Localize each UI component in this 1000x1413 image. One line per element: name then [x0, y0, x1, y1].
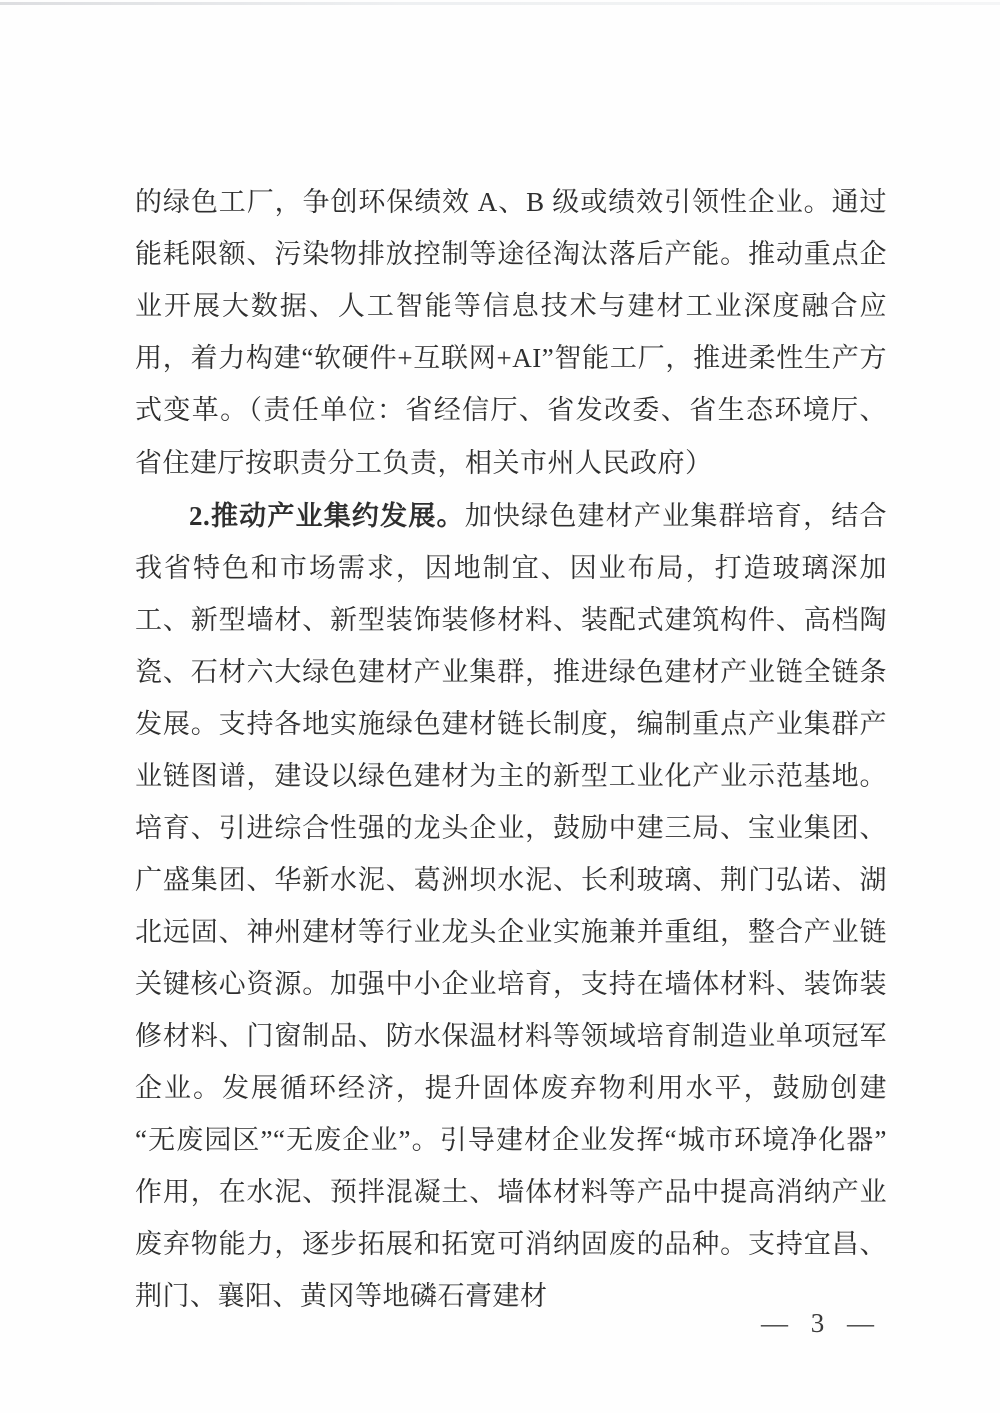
- page-footer: [761, 1303, 882, 1343]
- page-number: — 3 —: [761, 1308, 882, 1338]
- paragraph-item-2: [135, 490, 887, 1322]
- document-body: [135, 176, 887, 1322]
- item-2-text: 加快绿色建材产业集群培育，结合我省特色和市场需求，因地制宜、因业布局，打造玻璃深加工、新型墙材、新型装饰装修材料、装配式建筑构件、高档陶瓷、石材六大绿色建材产业集群，推进绿色建材产业链全链条发展。支持各地实施绿色建材链长制度，编制重点产业集群产业链图谱，建设以绿色建材为主的新型工业化产业示范基地。培育、引进综合性强的龙头企业，鼓励中建三局、宝业集团、广盛集团、华新水泥、葛洲坝水泥、长利玻璃、荆门弘诺、湖北远固、神州建材等行业龙头企业实施兼并重组，整合产业链关键核心资源。加强中小企业培育，支持在墙体材料、装饰装修材料、门窗制品、防水保温材料等领域培育制造业单项冠军企业。发展循环经济，提升固体废弃物利用水平，鼓励创建“无废园区”“无废企业”。引导建材企业发挥“城市环境净化器”作用，在水泥、预拌混凝土、墙体材料等产品中提高消纳产业废弃物能力，逐步拓展和拓宽可消纳固废的品种。支持宜昌、荆门、襄阳、黄冈等地磷石膏建材: [135, 501, 888, 1311]
- responsibility-clause: （责任单位：省经信厅、省发改委、省生态环境厅、省住建厅按职责分工负责，相关市州人民政府）: [135, 395, 888, 479]
- scan-artifact-line: [0, 2, 1000, 5]
- paragraph-continued: [135, 176, 887, 490]
- item-2-heading: 2.推动产业集约发展。: [189, 501, 465, 531]
- paragraph-continued-text: 的绿色工厂，争创环保绩效 A、B 级或绩效引领性企业。通过能耗限额、污染物排放控制等途径淘汰落后产能。推动重点企业开展大数据、人工智能等信息技术与建材工业深度融合应用，着力构建“软硬件+互联网+AI”智能工厂，推进柔性生产方式变革。: [135, 187, 887, 425]
